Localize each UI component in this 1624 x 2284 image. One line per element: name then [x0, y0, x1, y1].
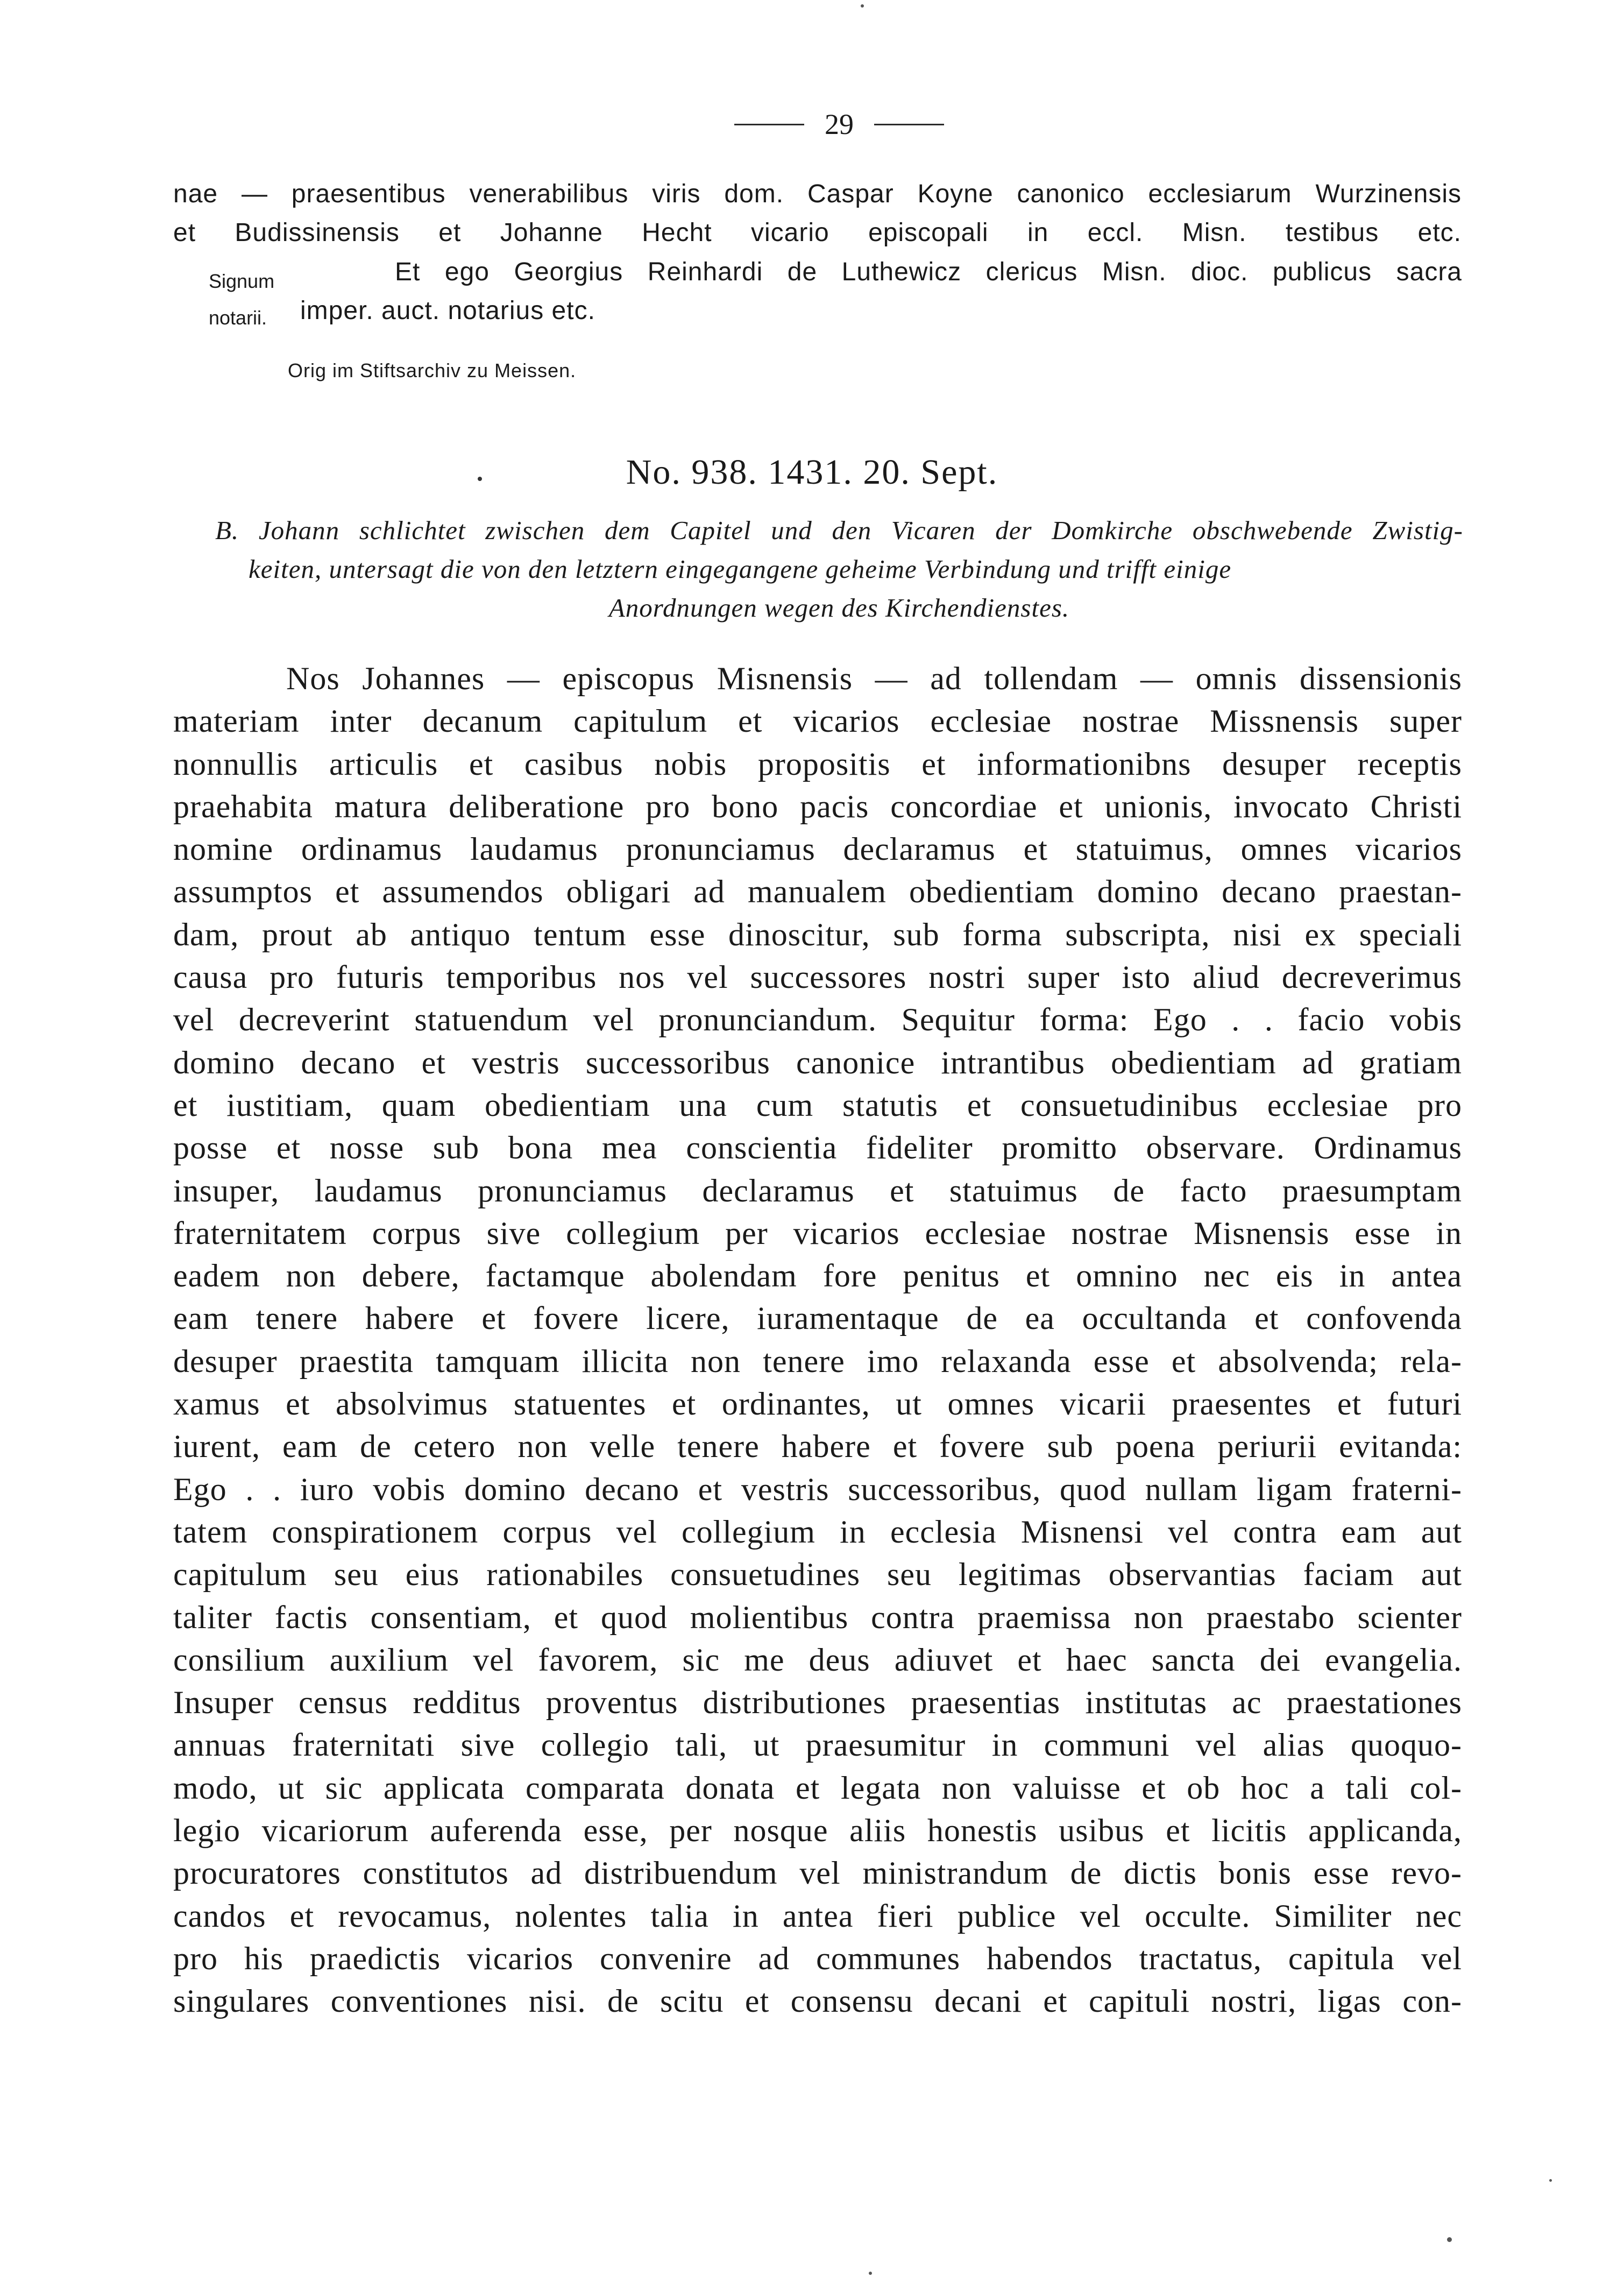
body-line: modo, ut sic applicata comparata donata et legata non valuisse et ob hoc a tali col-: [173, 1770, 1462, 1806]
source-note: Orig im Stiftsarchiv zu Meissen.: [288, 359, 577, 381]
body-line: Insuper census redditus proventus distributiones praesentias institutas ac praestationes: [173, 1685, 1462, 1721]
body-line: assumptos et assumendos obligari ad manualem obedientiam domino decano praestan-: [173, 874, 1462, 910]
body-line: desuper praestita tamquam illicita non tenere imo relaxanda esse et absolvenda; rela-: [173, 1343, 1462, 1379]
body-line: eam tenere habere et fovere licere, iuramentaque de ea occultanda et confovenda: [173, 1300, 1462, 1337]
notary-signature-block: [209, 257, 1462, 338]
body-line: procuratores constitutos ad distribuendum vel ministrandum de dictis bonis esse revo-: [173, 1855, 1462, 1891]
previous-document-ending: [173, 175, 1462, 252]
notarii-label: notarii.: [209, 307, 267, 329]
body-line: candos et revocamus, nolentes talia in antea fieri publice vel occulte. Similiter nec: [173, 1898, 1462, 1934]
scan-speck: [861, 4, 864, 8]
body-line: tatem conspirationem corpus vel collegium in ecclesia Misnensi vel contra eam aut: [173, 1514, 1462, 1550]
scan-speck: [1549, 2179, 1552, 2182]
summary-line: B. Johann schlichtet zwischen dem Capitel und den Vicaren der Domkirche obschwebende Zwistig-: [215, 515, 1463, 545]
body-line: pro his praedictis vicarios convenire ad communes habendos tractatus, capitula vel: [173, 1940, 1462, 1976]
header-rule-right: [874, 124, 944, 125]
body-line: Ego . . iuro vobis domino decano et vestris successoribus, quod nullam ligam fraterni-: [173, 1471, 1462, 1507]
text-line: et Budissinensis et Johanne Hecht vicario episcopali in eccl. Misn. testibus etc.: [173, 218, 1462, 247]
body-line: et iustitiam, quam obedientiam una cum statutis et consuetudinibus ecclesiae pro: [173, 1087, 1462, 1123]
body-line: capitulum seu eius rationabiles consuetudines seu legitimas observantias faciam aut: [173, 1557, 1462, 1593]
body-line: consilium auxilium vel favorem, sic me deus adiuvet et haec sancta dei evangelia.: [173, 1642, 1462, 1678]
notary-line: Et ego Georgius Reinhardi de Luthewicz clericus Misn. dioc. publicus sacra: [395, 258, 1462, 286]
body-line: dam, prout ab antiquo tentum esse dinoscitur, sub forma subscripta, nisi ex speciali: [173, 916, 1462, 952]
body-line: praehabita matura deliberatione pro bono pacis concordiae et unionis, invocato Christi: [173, 788, 1462, 824]
document-body: [173, 657, 1462, 2023]
body-line: fraternitatem corpus sive collegium per vicarios ecclesiae nostrae Misnensis esse in: [173, 1215, 1462, 1251]
text-line: nae — praesentibus venerabilibus viris dom. Caspar Koyne canonico ecclesiarum Wurzinensis: [173, 180, 1462, 208]
body-line: materiam inter decanum capitulum et vicarios ecclesiae nostrae Missnensis super: [173, 703, 1462, 739]
body-line: eadem non debere, factamque abolendam fore penitus et omnino nec eis in antea: [173, 1258, 1462, 1294]
scan-speck: [869, 2272, 872, 2275]
notary-line: imper. auct. notarius etc.: [300, 296, 595, 325]
body-line: Nos Johannes — episcopus Misnensis — ad tollendam — omnis dissensionis: [286, 661, 1462, 696]
page-number: 29: [825, 108, 854, 140]
scan-speck: [1447, 2237, 1452, 2242]
body-line: vel decreverint statuendum vel pronunciandum. Sequitur forma: Ego . . facio vobis: [173, 1002, 1462, 1038]
signum-label: Signum: [209, 270, 275, 292]
summary-line: Anordnungen wegen des Kirchendienstes.: [608, 593, 1070, 623]
body-line: iurent, eam de cetero non velle tenere habere et fovere sub poena periurii evitanda:: [173, 1429, 1462, 1465]
body-line: causa pro futuris temporibus nos vel successores nostri super isto aliud decreverimus: [173, 959, 1462, 995]
summary-line: keiten, untersagt die von den letztern eingegangene geheime Verbindung und trifft einige: [249, 554, 1232, 584]
body-line: taliter factis consentiam, et quod molientibus contra praemissa non praestabo scienter: [173, 1599, 1462, 1635]
body-line: xamus et absolvimus statuentes et ordinantes, ut omnes vicarii praesentes et futuri: [173, 1386, 1462, 1422]
body-line: domino decano et vestris successoribus canonice intrantibus obedientiam ad gratiam: [173, 1044, 1462, 1080]
body-line: nomine ordinamus laudamus pronunciamus declaramus et statuimus, omnes vicarios: [173, 831, 1462, 867]
document-summary: [215, 511, 1463, 627]
body-line: posse et nosse sub bona mea conscientia fideliter promitto observare. Ordinamus: [173, 1130, 1462, 1166]
body-line: nonnullis articulis et casibus nobis propositis et informationibns desuper receptis: [173, 746, 1462, 782]
document-heading: No. 938. 1431. 20. Sept.: [626, 452, 998, 492]
page-header: [699, 105, 979, 143]
body-line: legio vicariorum auferenda esse, per nosque aliis honestis usibus et licitis applicanda,: [173, 1813, 1462, 1849]
header-rule-left: [734, 124, 804, 125]
body-line: singulares conventiones nisi. de scitu et consensu decani et capituli nostri, ligas con-: [173, 1983, 1462, 2019]
body-line: annuas fraternitati sive collegio tali, ut praesumitur in communi vel alias quoquo-: [173, 1727, 1462, 1763]
body-line: insuper, laudamus pronunciamus declaramus et statuimus de facto praesumptam: [173, 1172, 1462, 1208]
